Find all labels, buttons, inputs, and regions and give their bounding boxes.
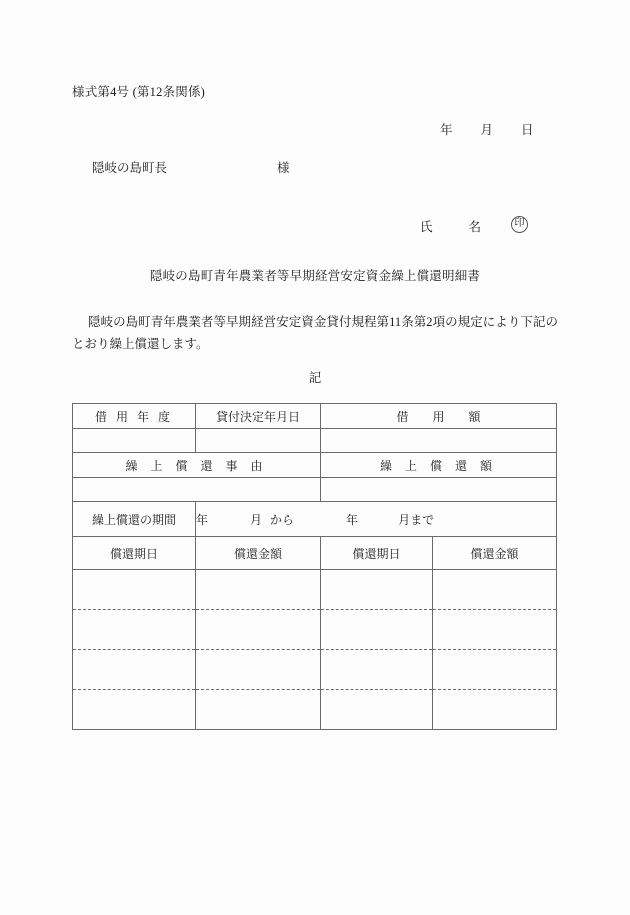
signature-line: [420, 216, 528, 235]
period-from-label: から: [270, 512, 295, 527]
period-year-from: 年: [196, 512, 209, 527]
period-month-to: 月まで: [398, 512, 435, 527]
input-loan-decision-date[interactable]: [196, 429, 321, 453]
input-prepayment-amount[interactable]: [321, 478, 557, 502]
table-row: [73, 570, 557, 610]
date-day-label: 日: [521, 123, 534, 137]
name-label-family: 氏: [420, 220, 433, 234]
addressee-line: [92, 158, 290, 176]
ki-mark: 記: [308, 371, 322, 385]
table-row: [73, 537, 557, 570]
table-row: [73, 429, 557, 453]
header-prepayment-reason: 繰 上 償 還 事 由: [73, 453, 321, 478]
period-year-to: 年: [346, 512, 359, 527]
cell-repayment-amount-2[interactable]: [433, 570, 557, 610]
cell-repayment-date-1[interactable]: [73, 610, 196, 650]
header-repayment-date-1: 償還期日: [73, 537, 196, 570]
cell-repayment-date-2[interactable]: [321, 690, 433, 730]
table-row: [73, 478, 557, 502]
table-row: [73, 404, 557, 429]
header-repayment-amount-1: 償還金額: [196, 537, 321, 570]
header-loan-amount: 借 用 額: [321, 404, 557, 429]
date-month-label: 月: [480, 123, 494, 137]
cell-repayment-date-1[interactable]: [73, 650, 196, 690]
header-repayment-date-2: 償還期日: [321, 537, 433, 570]
input-loan-amount[interactable]: [321, 429, 557, 453]
cell-repayment-amount-2[interactable]: [433, 610, 557, 650]
name-label-given: 名: [468, 220, 482, 234]
header-loan-decision-date: 貸付決定年月日: [196, 404, 321, 429]
header-repayment-amount-2: 償還金額: [433, 537, 557, 570]
cell-repayment-date-1[interactable]: [73, 570, 196, 610]
input-prepayment-reason[interactable]: [73, 478, 321, 502]
addressee-honorific: 様: [277, 161, 290, 175]
table-row: [73, 690, 557, 730]
header-prepayment-amount: 繰 上 償 還 額: [321, 453, 557, 478]
input-loan-year[interactable]: [73, 429, 196, 453]
date-year-label: 年: [440, 123, 453, 137]
addressee-name: 隠岐の島町長: [92, 161, 168, 175]
cell-repayment-amount-1[interactable]: [196, 570, 321, 610]
table-row: [73, 502, 557, 537]
body-paragraph: 隠岐の島町青年農業者等早期経営安定資金貸付規程第11条第2項の規定により下記のとおり繰上償還します。: [72, 315, 558, 351]
table-row: [73, 453, 557, 478]
input-prepayment-period[interactable]: [196, 502, 557, 537]
period-month-from: 月: [250, 512, 263, 527]
cell-repayment-amount-1[interactable]: [196, 650, 321, 690]
page-title: 隠岐の島町青年農業者等早期経営安定資金繰上償還明細書: [149, 269, 481, 283]
repayment-detail-table: [72, 403, 557, 730]
date-line: [440, 120, 534, 138]
header-loan-year: 借 用 年 度: [73, 404, 196, 429]
seal-icon: 印: [511, 216, 528, 233]
cell-repayment-date-2[interactable]: [321, 650, 433, 690]
cell-repayment-amount-1[interactable]: [196, 690, 321, 730]
cell-repayment-amount-2[interactable]: [433, 690, 557, 730]
cell-repayment-amount-1[interactable]: [196, 610, 321, 650]
form-number: 様式第4号 (第12条関係): [72, 85, 206, 99]
cell-repayment-date-2[interactable]: [321, 610, 433, 650]
cell-repayment-date-1[interactable]: [73, 690, 196, 730]
header-prepayment-period: 繰上償還の期間: [73, 502, 196, 537]
table-row: [73, 610, 557, 650]
cell-repayment-date-2[interactable]: [321, 570, 433, 610]
cell-repayment-amount-2[interactable]: [433, 650, 557, 690]
table-row: [73, 650, 557, 690]
